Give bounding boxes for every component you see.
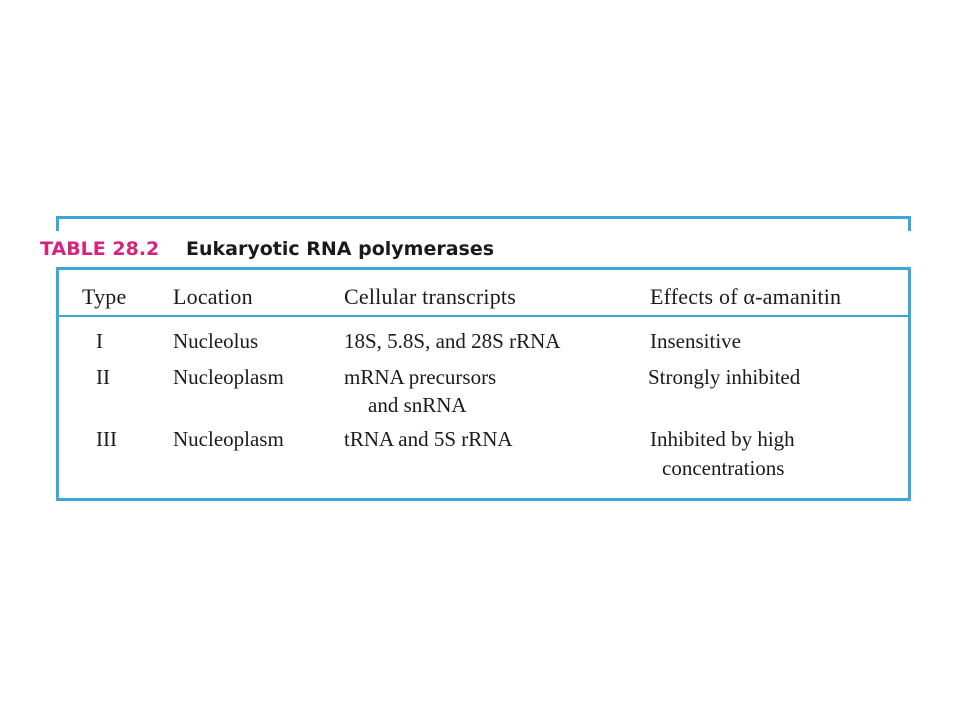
header-location: Location: [173, 284, 253, 309]
table-title: Eukaryotic RNA polymerases: [186, 238, 495, 260]
row-1-location: Nucleolus: [173, 329, 259, 353]
table-title-band: [40, 231, 911, 267]
header-divider: [59, 315, 911, 317]
row-3-effects-cont: concentrations: [662, 456, 785, 480]
row-1-transcripts: 18S, 5.8S, and 28S rRNA: [344, 329, 561, 353]
row-2-transcripts: mRNA precursors: [344, 365, 497, 389]
row-1-type: I: [96, 329, 103, 353]
row-2-location: Nucleoplasm: [173, 365, 284, 389]
header-transcripts: Cellular transcripts: [344, 284, 517, 309]
title-divider: [56, 267, 911, 270]
row-3-location: Nucleoplasm: [173, 427, 284, 451]
row-3-transcripts: tRNA and 5S rRNA: [344, 427, 513, 451]
header-effects: Effects of α-amanitin: [650, 284, 842, 309]
row-2-type: II: [96, 365, 110, 389]
header-type: Type: [82, 284, 127, 309]
table-label: TABLE 28.2: [40, 238, 160, 260]
row-1-effects: Insensitive: [650, 329, 741, 353]
row-2-transcripts-cont: and snRNA: [368, 393, 467, 417]
row-3-type: III: [96, 427, 117, 451]
row-2-effects: Strongly inhibited: [648, 365, 801, 389]
row-3-effects: Inhibited by high: [650, 427, 795, 451]
